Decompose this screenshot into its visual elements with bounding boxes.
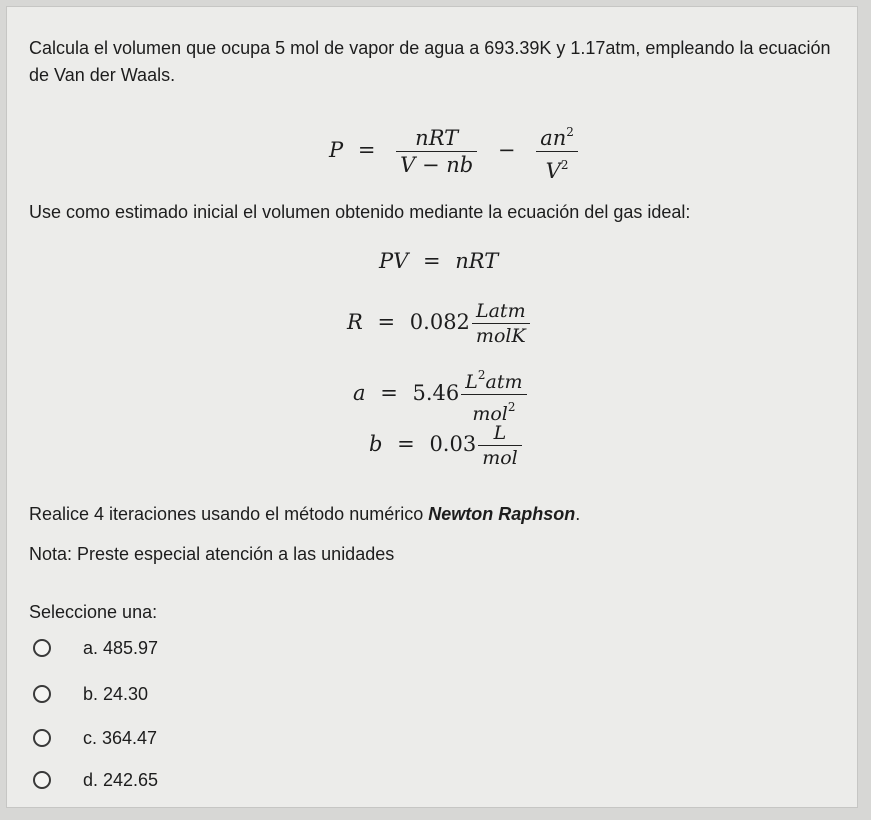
vdw-lhs: P — [329, 138, 344, 162]
vdw-den1: V − nb — [400, 153, 474, 177]
vdw-num1: nRT — [396, 125, 477, 152]
r-eq: = — [377, 310, 396, 334]
option-a[interactable] — [33, 633, 158, 663]
a-constant — [353, 363, 533, 426]
a-num — [461, 363, 526, 395]
vdw-frac-2 — [536, 119, 578, 184]
radio-circle-icon[interactable] — [33, 639, 51, 657]
b-frac — [478, 421, 522, 470]
b-eq: = — [397, 432, 415, 456]
ideal-eq: = — [422, 249, 441, 273]
ideal-lhs: PV — [379, 249, 409, 273]
r-lhs: R — [347, 310, 363, 334]
b-num: L — [478, 421, 522, 446]
vdw-den2 — [536, 152, 578, 184]
b-value: 0.03 — [429, 432, 477, 456]
option-label[interactable]: d. 242.65 — [83, 769, 159, 790]
radio-circle-icon[interactable] — [33, 685, 51, 703]
ideal-rhs: nRT — [455, 249, 499, 273]
a-num-post: atm — [485, 371, 523, 393]
iteration-method: Newton Raphson — [428, 504, 576, 524]
a-den-sup: 2 — [507, 400, 516, 414]
b-lhs: b — [369, 432, 383, 456]
a-eq: = — [380, 381, 398, 405]
a-frac — [461, 363, 526, 426]
a-lhs: a — [353, 381, 366, 405]
option-b[interactable] — [33, 679, 148, 709]
r-constant — [347, 299, 536, 348]
vdw-frac-1 — [396, 125, 477, 178]
r-value: 0.082 — [409, 310, 470, 334]
vdw-den2-base: V — [545, 159, 561, 183]
question-intro: Calcula el volumen que ocupa 5 mol de vapor de agua a 693.39K y 1.17atm, empleando la ecuación de Van der Waals. — [29, 38, 831, 85]
option-c[interactable] — [33, 723, 157, 753]
radio-circle-icon[interactable] — [33, 771, 51, 789]
question-card — [6, 6, 858, 808]
vdw-num2-sup: 2 — [566, 125, 574, 139]
iteration-instruction — [29, 504, 580, 525]
ideal-intro: Use como estimado inicial el volumen obtenido mediante la ecuación del gas ideal: — [29, 202, 691, 222]
a-num-sup: 2 — [477, 368, 486, 382]
iteration-suffix: . — [575, 504, 581, 524]
radio-circle-icon[interactable] — [33, 729, 51, 747]
b-den: mol — [482, 447, 518, 469]
vdw-num2-base: an — [540, 126, 567, 150]
r-num: Latm — [472, 299, 530, 324]
option-d[interactable] — [33, 765, 158, 795]
vdw-den2-sup: 2 — [560, 158, 569, 172]
vdw-eq: = — [357, 138, 376, 162]
select-label: Seleccione una: — [29, 602, 158, 622]
a-den-base: mol — [472, 403, 508, 425]
r-frac — [472, 299, 530, 348]
iteration-prefix: Realice 4 iteraciones usando el método numérico — [29, 504, 429, 524]
r-den: molK — [475, 325, 526, 347]
a-value: 5.46 — [412, 381, 460, 405]
option-label[interactable]: b. 24.30 — [83, 683, 149, 704]
vdw-num2 — [536, 119, 578, 152]
units-note: Nota: Preste especial atención a las unidades — [29, 544, 395, 564]
ideal-equation — [379, 249, 498, 273]
a-num-pre: L — [465, 371, 478, 393]
option-label[interactable]: a. 485.97 — [83, 637, 159, 658]
b-constant — [369, 421, 528, 470]
vdw-minus: − — [497, 138, 516, 162]
vdw-equation — [329, 119, 584, 184]
option-label[interactable]: c. 364.47 — [83, 727, 158, 748]
